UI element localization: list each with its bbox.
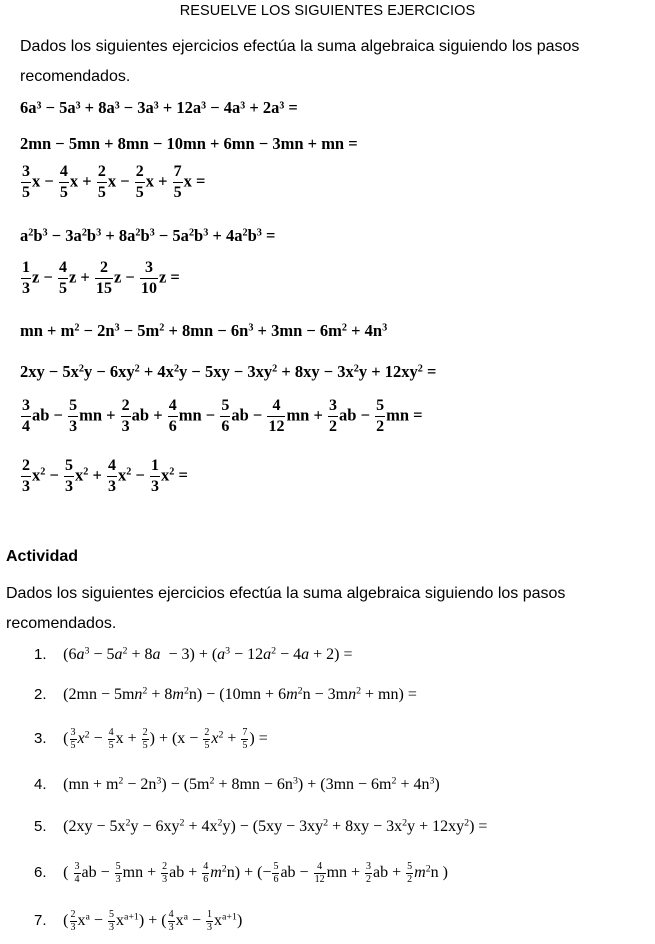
exercise-6: mn + $m^2 - 2n^3 - 5m^2 + 8mn - 6n^3 + 3mn - 6m^2 + 4n^3$ bbox=[20, 321, 388, 340]
page-title: RESUELVE LOS SIGUIENTES EJERCICIOS bbox=[179, 3, 476, 19]
exercise-8: $\frac{3}{4}$ ab − $\frac{5}{3}$ mn + $\frac{2}{3}$ ab + $\frac{4}{6}$ mn − $\frac{5}{6}$ ab − $\frac{4}{12}$ mn + $\frac{3}{2}$ ab − $\frac{5}{2}$ mn = bbox=[22, 397, 423, 435]
activity-heading: Actividad bbox=[6, 548, 79, 565]
item-expression: ( $\frac{3}{5}$ $x^2$ − $\frac{4}{5}$ x + $\frac{2}{5}$ ) + (x − $\frac{2}{5}$ $x^2$ + $\frac{7}{5}$ ) = bbox=[63, 727, 268, 751]
activity-item-3 bbox=[34, 728, 268, 751]
item-expression: $(2mn - 5mn^2 + 8m^2n) - (10mn + 6m^2n - 3mn^2 + mn)$ = bbox=[63, 685, 417, 703]
intro-line-2: recomendados. bbox=[20, 68, 131, 85]
item-expression: ( $\frac{3}{4}$ ab − $\frac{5}{3}$ mn + $\frac{2}{3}$ ab + $\frac{4}{6}$ $m^2n$) + (− $\frac{5}{6}$ ab − $\frac{4}{12}$ mn + $\frac{3}{2}$ ab + $\frac{5}{2}$ $m^2n$ ) bbox=[63, 861, 448, 885]
activity-item-4 bbox=[34, 776, 440, 794]
activity-line-1: Dados los siguientes ejercicios efectúa la suma algebraica siguiendo los pasos bbox=[6, 585, 566, 602]
intro-line-1: Dados los siguientes ejercicios efectúa la suma algebraica siguiendo los pasos bbox=[20, 38, 580, 55]
activity-item-2 bbox=[34, 686, 417, 704]
intro-paragraph bbox=[20, 32, 632, 92]
item-number: 4. bbox=[34, 776, 47, 793]
exercise-7: $2xy - 5x^2y - 6xy^2 + 4x^2y - 5xy - 3xy^2 + 8xy - 3x^2y + 12xy^2$ = bbox=[20, 362, 437, 381]
item-number: 2. bbox=[34, 686, 47, 703]
exercise-1: 6a³ − 5a³ + 8a³ − 3a³ + 12a³ − 4a³ + 2a³ = bbox=[20, 98, 298, 117]
activity-item-6 bbox=[34, 862, 448, 885]
activity-item-5 bbox=[34, 818, 487, 836]
item-number: 6. bbox=[34, 864, 47, 882]
item-expression: $(6a^3 - 5a^2 + 8a - 3) + (a^3 - 12a^2 - 4a + 2)$ = bbox=[63, 645, 353, 663]
exercise-3: $\frac{3}{5}$ x − $\frac{4}{5}$ x + $\frac{2}{5}$ x − $\frac{2}{5}$ x + $\frac{7}{5}$ x = bbox=[22, 163, 206, 201]
item-number: 5. bbox=[34, 818, 47, 835]
exercise-4: $a^2b^3 - 3a^2b^3 + 8a^2b^3 - 5a^2b^3 + 4a^2b^3$ = bbox=[20, 226, 276, 245]
item-number: 7. bbox=[34, 912, 47, 930]
item-number: 3. bbox=[34, 730, 47, 748]
exercise-2: 2mn − 5mn + 8mn − 10mn + 6mn − 3mn + mn = bbox=[20, 134, 358, 153]
activity-item-1 bbox=[34, 646, 353, 664]
activity-paragraph bbox=[6, 579, 634, 639]
exercise-5: $\frac{1}{3}$ z − $\frac{4}{5}$ z + $\frac{2}{15}$ z − $\frac{3}{10}$ z = bbox=[22, 259, 180, 297]
exercise-9: $\frac{2}{3}$ $x^2$ − $\frac{5}{3}$ $x^2$ + $\frac{4}{3}$ $x^2$ − $\frac{1}{3}$ $x^2$ = bbox=[22, 457, 188, 495]
item-number: 1. bbox=[34, 646, 47, 663]
item-expression: ( $\frac{2}{3}$ $x^a$ − $\frac{5}{3}$ $x^{a+1}$) + ( $\frac{4}{3}$ $x^a$ − $\frac{1}{3}$ $x^{a+1}$) bbox=[63, 909, 243, 933]
item-expression: $(mn + m^2 - 2n^3) - (5m^2 + 8mn - 6n^3) + (3mn - 6m^2 + 4n^3)$ bbox=[63, 775, 440, 793]
item-expression: $(2xy - 5x^2y - 6xy^2 + 4x^2y) - (5xy - 3xy^2 + 8xy - 3x^2y + 12xy^2)$ = bbox=[63, 817, 488, 835]
activity-line-2: recomendados. bbox=[6, 615, 117, 632]
activity-item-7 bbox=[34, 910, 242, 933]
